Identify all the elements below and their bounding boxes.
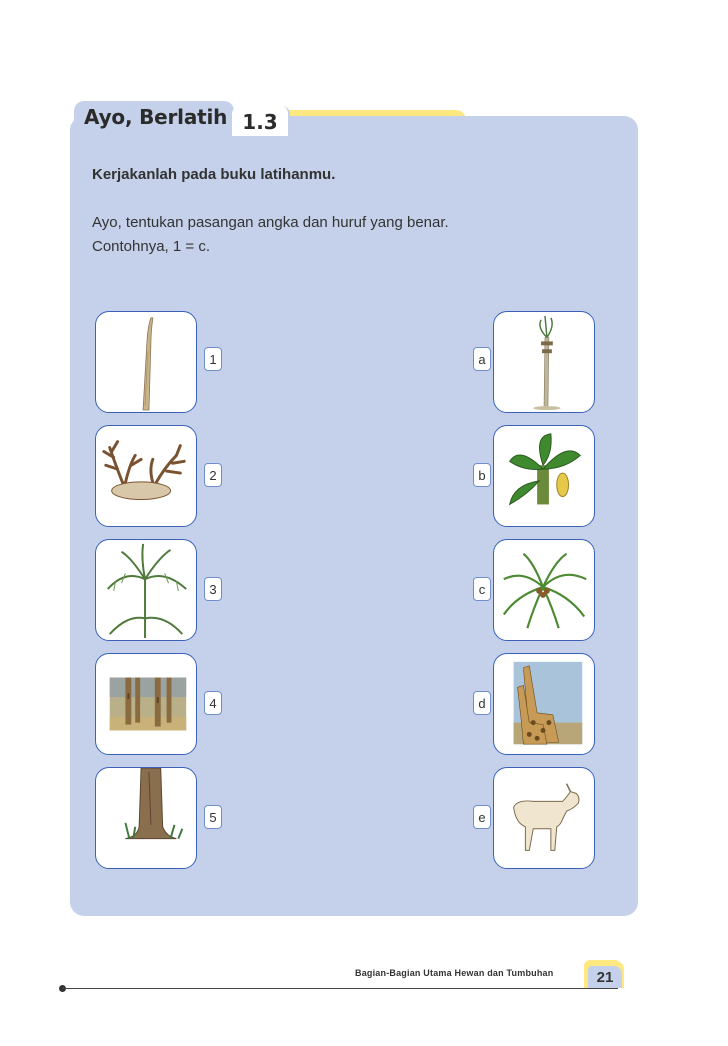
deer-antlers-icon [96, 426, 196, 526]
left-card-3 [95, 539, 197, 641]
section-title: Ayo, Berlatih [74, 101, 234, 133]
section-number: 1.3 [232, 106, 290, 136]
right-card-a [493, 311, 595, 413]
right-letter-c: c [473, 577, 491, 601]
giraffes-icon [494, 654, 594, 754]
tall-palm-icon [494, 312, 594, 412]
footer-book-title: Bagian-Bagian Utama Hewan dan Tumbuhan [355, 968, 554, 978]
tree-base-icon [96, 768, 196, 868]
palm-plant-icon [96, 540, 196, 640]
right-letter-b: b [473, 463, 491, 487]
left-card-1 [95, 311, 197, 413]
coconut-palm-icon [494, 540, 594, 640]
left-number-4: 4 [204, 691, 222, 715]
right-card-e [493, 767, 595, 869]
left-number-1: 1 [204, 347, 222, 371]
left-number-3: 3 [204, 577, 222, 601]
right-letter-a: a [473, 347, 491, 371]
left-number-2: 2 [204, 463, 222, 487]
giraffe-legs-icon [96, 654, 196, 754]
left-number-5: 5 [204, 805, 222, 829]
instruction-bold: Kerjakanlah pada buku latihanmu. [92, 166, 336, 183]
instruction-example: Contohnya, 1 = c. [92, 238, 210, 255]
right-letter-e: e [473, 805, 491, 829]
right-letter-d: d [473, 691, 491, 715]
right-card-b [493, 425, 595, 527]
left-card-4 [95, 653, 197, 755]
page-number: 21 [588, 966, 622, 988]
left-card-2 [95, 425, 197, 527]
banana-plant-icon [494, 426, 594, 526]
right-card-d [493, 653, 595, 755]
instruction-line: Ayo, tentukan pasangan angka dan huruf yang benar. [92, 214, 449, 231]
right-card-c [493, 539, 595, 641]
footer-rule [62, 988, 618, 989]
left-card-5 [95, 767, 197, 869]
goat-icon [494, 768, 594, 868]
tree-trunk-icon [96, 312, 196, 412]
